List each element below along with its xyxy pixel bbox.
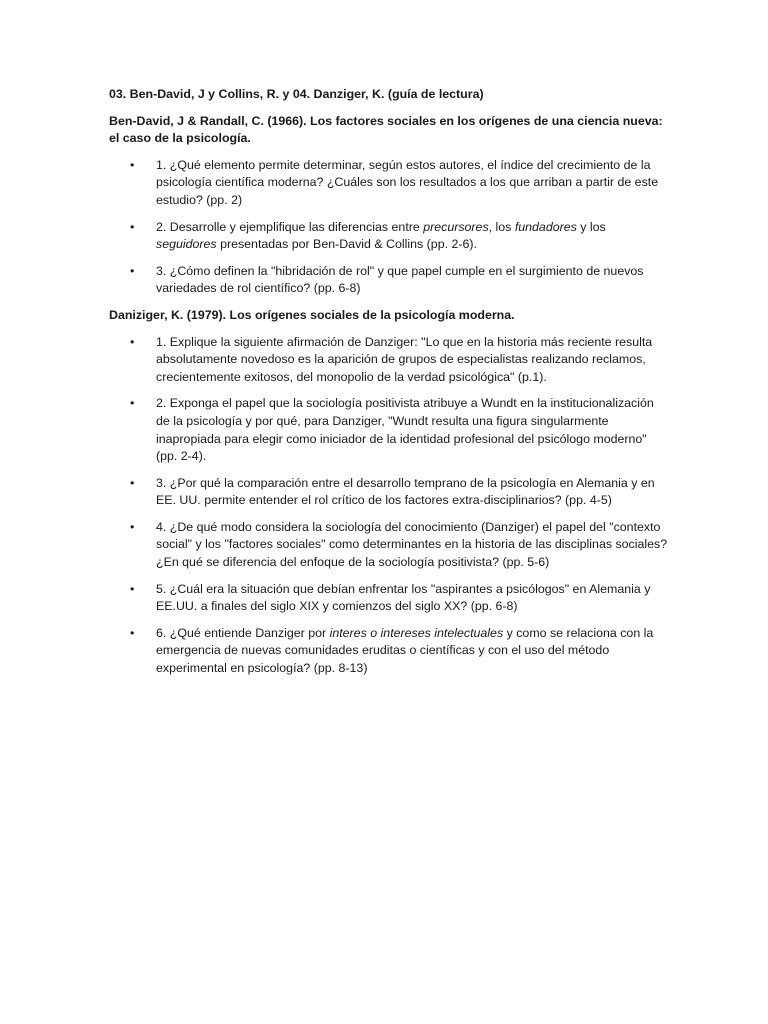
question-text: 1. ¿Qué elemento permite determinar, según estos autores, el índice del crecimiento de la psicología científica moderna? ¿Cuáles son los resultados a los que arriban a partir de este estudio? (pp. 2) bbox=[156, 157, 659, 207]
list-item bbox=[109, 519, 668, 572]
question-text: 3. ¿Por qué la comparación entre el desarrollo temprano de la psicología en Alemania y en EE. UU. permite entender el rol crítico de los factores extra-disciplinarios? (pp. 4-5) bbox=[156, 475, 655, 508]
bullet-icon: • bbox=[130, 625, 135, 640]
list-item bbox=[109, 581, 668, 616]
list-item bbox=[109, 334, 668, 387]
question-list-danziger bbox=[109, 334, 668, 678]
term-intereses-intelectuales: interes o intereses intelectuales bbox=[329, 625, 504, 640]
bullet-icon: • bbox=[130, 157, 135, 172]
list-item bbox=[109, 625, 668, 678]
term-seguidores: seguidores bbox=[156, 237, 217, 252]
list-item bbox=[109, 263, 668, 298]
section-heading-ben-david: Ben-David, J & Randall, C. (1966). Los factores sociales en los orígenes de una ciencia nueva: el caso de la psicología. bbox=[109, 113, 663, 146]
question-text bbox=[156, 626, 653, 675]
list-item bbox=[109, 475, 668, 510]
question-text bbox=[156, 220, 606, 252]
list-item bbox=[109, 219, 668, 254]
bullet-icon: • bbox=[130, 581, 135, 596]
bullet-icon: • bbox=[130, 519, 135, 534]
term-precursores: precursores bbox=[423, 219, 489, 234]
bullet-icon: • bbox=[130, 475, 135, 490]
list-item bbox=[109, 395, 668, 465]
list-item bbox=[109, 157, 668, 210]
bullet-icon: • bbox=[130, 263, 135, 278]
question-text-part: 2. Desarrolle y ejemplifique las diferencias entre bbox=[156, 219, 424, 234]
question-list-ben-david bbox=[109, 157, 668, 298]
question-text-part: , los bbox=[488, 219, 515, 234]
question-text-part: 6. ¿Qué entiende Danziger por bbox=[156, 625, 330, 640]
question-text-part: y los bbox=[576, 219, 606, 234]
question-text: 5. ¿Cuál era la situación que debían enfrentar los "aspirantes a psicólogos" en Alemania y EE.UU. a finales del siglo XIX y comienzos del siglo XX? (pp. 6-8) bbox=[156, 581, 651, 614]
bullet-icon: • bbox=[130, 334, 135, 349]
question-text: 3. ¿Cómo definen la "hibridación de rol" y que papel cumple en el surgimiento de nuevos variedades de rol científico? (pp. 6-8) bbox=[156, 263, 644, 296]
question-text-part: y como se relaciona con la emergencia de nuevas comunidades eruditas o científicas y con el uso del método experimental en psicología? (pp. 8-13) bbox=[156, 625, 654, 676]
term-fundadores: fundadores bbox=[514, 219, 577, 234]
question-text-part: presentadas por Ben-David & Collins (pp. 2-6). bbox=[216, 237, 477, 252]
section-heading-danziger: Daniziger, K. (1979). Los orígenes sociales de la psicología moderna. bbox=[109, 307, 515, 322]
bullet-icon: • bbox=[130, 396, 135, 411]
question-text: 4. ¿De qué modo considera la sociología del conocimiento (Danziger) el papel del "contexto social" y los "factores sociales" como determinantes en la historia de las disciplinas sociales? ¿En qué se diferencia del enfoque de la sociología positivista? (pp. 5-6) bbox=[156, 519, 668, 570]
bullet-icon: • bbox=[130, 219, 135, 234]
document-title: 03. Ben-David, J y Collins, R. y 04. Danziger, K. (guía de lectura) bbox=[109, 87, 484, 101]
question-text: 1. Explique la siguiente afirmación de Danziger: "Lo que en la historia más reciente resulta absolutamente novedoso es la aparición de grupos de especialistas realizando reclamos, crecientemente exitosos, del monopolio de la verdad psicológica" (p.1). bbox=[156, 334, 653, 384]
question-text: 2. Exponga el papel que la sociología positivista atribuye a Wundt en la institucionalización de la psicología y por qué, para Danziger, "Wundt resulta una figura singularmente inapropiada para elegir como iniciador de la identidad profesional del psicólogo moderno" (pp. 2-4). bbox=[156, 396, 654, 464]
